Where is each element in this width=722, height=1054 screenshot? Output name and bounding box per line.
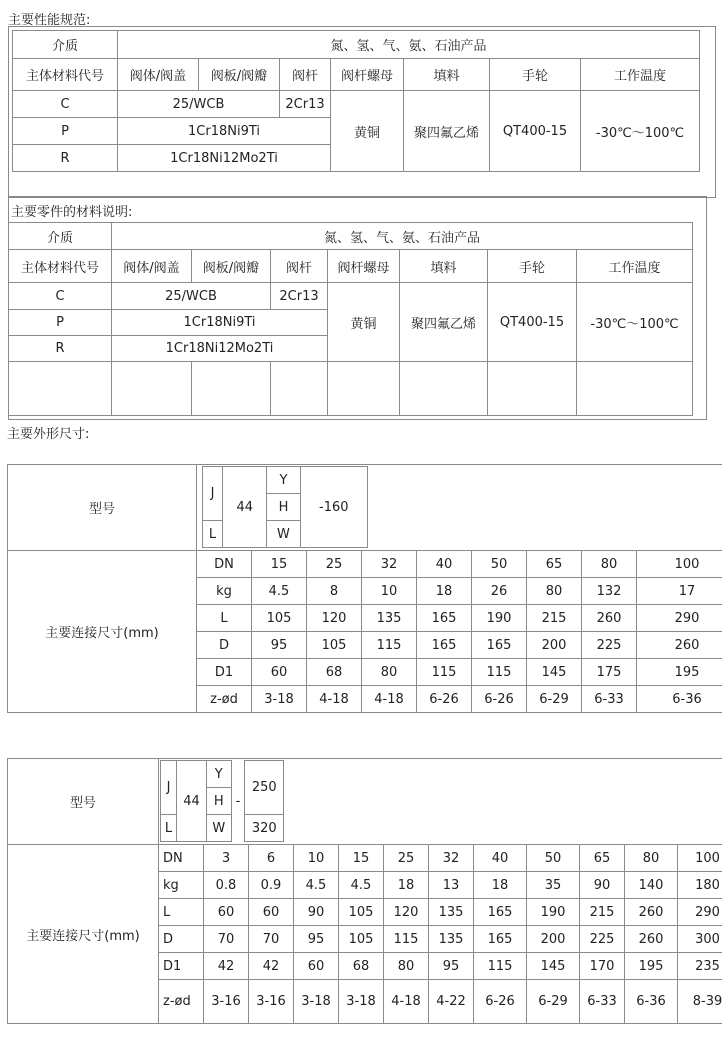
dims-cell: 115	[417, 659, 472, 686]
empty-cell	[112, 362, 192, 416]
dims-cell: 135	[429, 899, 474, 926]
handwheel-value: QT400-15	[490, 91, 581, 172]
handwheel-value: QT400-15	[488, 283, 577, 362]
temperature-value: -30℃～100℃	[577, 283, 693, 362]
dims-cell: 60	[252, 659, 307, 686]
dims-cell: 105	[339, 899, 384, 926]
dims-cell: 115	[474, 953, 527, 980]
temperature-value: -30℃～100℃	[581, 91, 700, 172]
dims-cell: 65	[580, 845, 625, 872]
dims-cell: 105	[307, 632, 362, 659]
row-r-body: 1Cr18Ni12Mo2Ti	[118, 145, 331, 172]
dims-cell: 70	[249, 926, 294, 953]
dims-cell: 6-36	[637, 686, 722, 713]
dims-cell: 6-26	[474, 980, 527, 1024]
dims-cell: 165	[417, 605, 472, 632]
header-body: 阀体/阀盖	[112, 250, 192, 283]
dims-row-label: z-ød	[159, 980, 204, 1024]
model-label: 型号	[8, 465, 197, 551]
dims-cell: 42	[249, 953, 294, 980]
model-j: J	[161, 761, 177, 815]
row-code-c: C	[9, 283, 112, 310]
empty-cell	[271, 362, 328, 416]
row-p-body: 1Cr18Ni9Ti	[118, 118, 331, 145]
header-stem: 阀杆	[271, 250, 328, 283]
dims-cell: 8-39	[678, 980, 722, 1024]
dims-cell: 260	[637, 632, 722, 659]
row-code-p: P	[13, 118, 118, 145]
empty-cell	[577, 362, 693, 416]
dims-row	[8, 845, 722, 872]
dims-cell: 120	[384, 899, 429, 926]
dims-cell: 260	[582, 605, 637, 632]
dims-heading: 主要外形尺寸:	[7, 427, 90, 442]
dims-cell: 95	[429, 953, 474, 980]
dims-cell: 115	[362, 632, 417, 659]
dims-cell: 42	[204, 953, 249, 980]
dims-cell: 18	[417, 578, 472, 605]
dims-cell: 200	[527, 926, 580, 953]
dims-cell: 60	[204, 899, 249, 926]
dims-cell: 32	[362, 551, 417, 578]
row-c-stem: 2Cr13	[271, 283, 328, 310]
dims-cell: 95	[294, 926, 339, 953]
row-c-body: 25/WCB	[118, 91, 280, 118]
model-dash: -	[235, 793, 241, 809]
model-suffix: -160	[300, 467, 367, 548]
row-code-p: P	[9, 310, 112, 336]
packing-value: 聚四氟乙烯	[404, 91, 490, 172]
dims-cell: 68	[339, 953, 384, 980]
dims-cell: 3-18	[339, 980, 384, 1024]
dims-cell: 6-29	[527, 980, 580, 1024]
model-y: Y	[206, 761, 231, 788]
dims-cell: 100	[678, 845, 722, 872]
dims-cell: 140	[625, 872, 678, 899]
model-h: H	[267, 494, 300, 521]
dims-table-2	[7, 758, 722, 1024]
dims-cell: 68	[307, 659, 362, 686]
medium-value: 氮、氢、气、氨、石油产品	[112, 223, 693, 250]
header-packing: 填料	[404, 59, 490, 91]
empty-cell	[192, 362, 271, 416]
empty-cell	[400, 362, 488, 416]
dims-cell: 190	[472, 605, 527, 632]
dims-cell: 40	[474, 845, 527, 872]
dims-cell: 18	[384, 872, 429, 899]
dims-row-label: D	[159, 926, 204, 953]
dims-cell: 10	[294, 845, 339, 872]
dims-cell: 145	[527, 953, 580, 980]
header-disc: 阀板/阀瓣	[199, 59, 280, 91]
header-code: 主体材料代号	[13, 59, 118, 91]
spec-table-1	[12, 30, 700, 172]
dims-cell: 15	[339, 845, 384, 872]
header-packing: 填料	[400, 250, 488, 283]
dims-row	[8, 551, 722, 578]
model-l: L	[161, 815, 177, 842]
dims-cell: 6	[249, 845, 294, 872]
dims-cell: 215	[580, 899, 625, 926]
model-code	[160, 760, 284, 842]
dims-cell: 32	[429, 845, 474, 872]
spec2-heading: 主要零件的材料说明:	[11, 205, 133, 220]
dims-cell: 18	[474, 872, 527, 899]
dims-cell: 60	[294, 953, 339, 980]
row-c-body: 25/WCB	[112, 283, 271, 310]
model-pressure-1: 250	[245, 761, 284, 815]
dims-cell: 80	[362, 659, 417, 686]
dims-cell: 13	[429, 872, 474, 899]
header-disc: 阀板/阀瓣	[192, 250, 271, 283]
medium-label: 介质	[9, 223, 112, 250]
dims-table-1	[7, 464, 722, 713]
dims-cell: 80	[582, 551, 637, 578]
nut-value: 黄铜	[331, 91, 404, 172]
dims-cell: 35	[527, 872, 580, 899]
dims-cell: 200	[527, 632, 582, 659]
dims-cell: 180	[678, 872, 722, 899]
row-code-r: R	[9, 336, 112, 362]
dims-cell: 4-18	[362, 686, 417, 713]
dims-cell: 165	[417, 632, 472, 659]
model-j: J	[203, 467, 223, 521]
dims-cell: 6-29	[527, 686, 582, 713]
dims-cell: 80	[625, 845, 678, 872]
dims-cell: 8	[307, 578, 362, 605]
model-w: W	[267, 521, 300, 548]
dims-cell: 17	[637, 578, 722, 605]
dims-cell: 26	[472, 578, 527, 605]
dims-cell: 25	[384, 845, 429, 872]
dims-cell: 70	[204, 926, 249, 953]
dims-cell: 105	[339, 926, 384, 953]
dims-cell: 135	[429, 926, 474, 953]
row-c-stem: 2Cr13	[280, 91, 331, 118]
model-h: H	[206, 788, 231, 815]
model-label: 型号	[8, 759, 159, 845]
model-y: Y	[267, 467, 300, 494]
dims-cell: 80	[384, 953, 429, 980]
dims-cell: 195	[637, 659, 722, 686]
dims-row-label: z-ød	[197, 686, 252, 713]
dims-cell: 225	[580, 926, 625, 953]
dims-cell: 4-18	[384, 980, 429, 1024]
dims-cell: 135	[362, 605, 417, 632]
dims-cell: 3-16	[204, 980, 249, 1024]
dims-cell: 260	[625, 899, 678, 926]
empty-cell	[328, 362, 400, 416]
row-r-body: 1Cr18Ni12Mo2Ti	[112, 336, 328, 362]
dims-cell: 6-33	[580, 980, 625, 1024]
dims-cell: 6-26	[417, 686, 472, 713]
dims-cell: 6-33	[582, 686, 637, 713]
dims-cell: 90	[580, 872, 625, 899]
spec1-heading: 主要性能规范:	[8, 13, 91, 28]
dims-cell: 0.9	[249, 872, 294, 899]
dims-cell: 105	[252, 605, 307, 632]
dims-cell: 132	[582, 578, 637, 605]
dims-cell: 215	[527, 605, 582, 632]
dims-cell: 175	[582, 659, 637, 686]
dims-cell: 170	[580, 953, 625, 980]
dims-row-label: L	[159, 899, 204, 926]
packing-value: 聚四氟乙烯	[400, 283, 488, 362]
medium-label: 介质	[13, 31, 118, 59]
dims-cell: 120	[307, 605, 362, 632]
dims-cell: 4-18	[307, 686, 362, 713]
dims-row-label: D	[197, 632, 252, 659]
dims-cell: 4.5	[294, 872, 339, 899]
dims-cell: 6-26	[472, 686, 527, 713]
dims-cell: 10	[362, 578, 417, 605]
section-label: 主要连接尺寸(mm)	[8, 551, 197, 713]
dims-cell: 260	[625, 926, 678, 953]
dims-cell: 115	[472, 659, 527, 686]
nut-value: 黄铜	[328, 283, 400, 362]
dims-row-label: DN	[197, 551, 252, 578]
dims-row-label: DN	[159, 845, 204, 872]
dims-cell: 300	[678, 926, 722, 953]
dims-cell: 50	[527, 845, 580, 872]
row-code-r: R	[13, 145, 118, 172]
dims-cell: 3	[204, 845, 249, 872]
row-code-c: C	[13, 91, 118, 118]
dims-cell: 145	[527, 659, 582, 686]
model-pressure-2: 320	[245, 815, 284, 842]
empty-cell	[9, 362, 112, 416]
dims-cell: 3-18	[252, 686, 307, 713]
model-l: L	[203, 521, 223, 548]
dims-cell: 90	[294, 899, 339, 926]
dims-row-label: kg	[197, 578, 252, 605]
header-handwheel: 手轮	[488, 250, 577, 283]
dims-cell: 65	[527, 551, 582, 578]
header-handwheel: 手轮	[490, 59, 581, 91]
dims-cell: 80	[527, 578, 582, 605]
dims-cell: 4.5	[252, 578, 307, 605]
spec-table-2	[8, 222, 693, 416]
header-body: 阀体/阀盖	[118, 59, 199, 91]
dims-cell: 15	[252, 551, 307, 578]
dims-cell: 40	[417, 551, 472, 578]
medium-value: 氮、氢、气、氨、石油产品	[118, 31, 700, 59]
dims-row-label: D1	[197, 659, 252, 686]
empty-cell	[488, 362, 577, 416]
dims-cell: 165	[474, 899, 527, 926]
dims-row-label: kg	[159, 872, 204, 899]
header-nut: 阀杆螺母	[331, 59, 404, 91]
dims-cell: 3-16	[249, 980, 294, 1024]
dims-row-label: L	[197, 605, 252, 632]
row-p-body: 1Cr18Ni9Ti	[112, 310, 328, 336]
dims-cell: 115	[384, 926, 429, 953]
dims-cell: 190	[527, 899, 580, 926]
dims-cell: 6-36	[625, 980, 678, 1024]
dims-cell: 4.5	[339, 872, 384, 899]
section-label: 主要连接尺寸(mm)	[8, 845, 159, 1024]
dims-cell: 50	[472, 551, 527, 578]
dims-cell: 165	[474, 926, 527, 953]
model-code-cell	[159, 759, 722, 845]
dims-row-label: D1	[159, 953, 204, 980]
model-num: 44	[223, 467, 267, 548]
dims-cell: 225	[582, 632, 637, 659]
dims-cell: 290	[678, 899, 722, 926]
dims-cell: 25	[307, 551, 362, 578]
header-temperature: 工作温度	[577, 250, 693, 283]
model-code-cell	[197, 465, 722, 551]
header-code: 主体材料代号	[9, 250, 112, 283]
dims-cell: 100	[637, 551, 722, 578]
model-code	[202, 466, 368, 548]
dims-cell: 3-18	[294, 980, 339, 1024]
dims-cell: 165	[472, 632, 527, 659]
dims-cell: 195	[625, 953, 678, 980]
dims-cell: 60	[249, 899, 294, 926]
dims-cell: 235	[678, 953, 722, 980]
model-num: 44	[177, 761, 207, 842]
dims-cell: 95	[252, 632, 307, 659]
header-nut: 阀杆螺母	[328, 250, 400, 283]
dims-cell: 290	[637, 605, 722, 632]
header-stem: 阀杆	[280, 59, 331, 91]
model-w: W	[206, 815, 231, 842]
header-temperature: 工作温度	[581, 59, 700, 91]
dims-cell: 0.8	[204, 872, 249, 899]
dims-cell: 4-22	[429, 980, 474, 1024]
